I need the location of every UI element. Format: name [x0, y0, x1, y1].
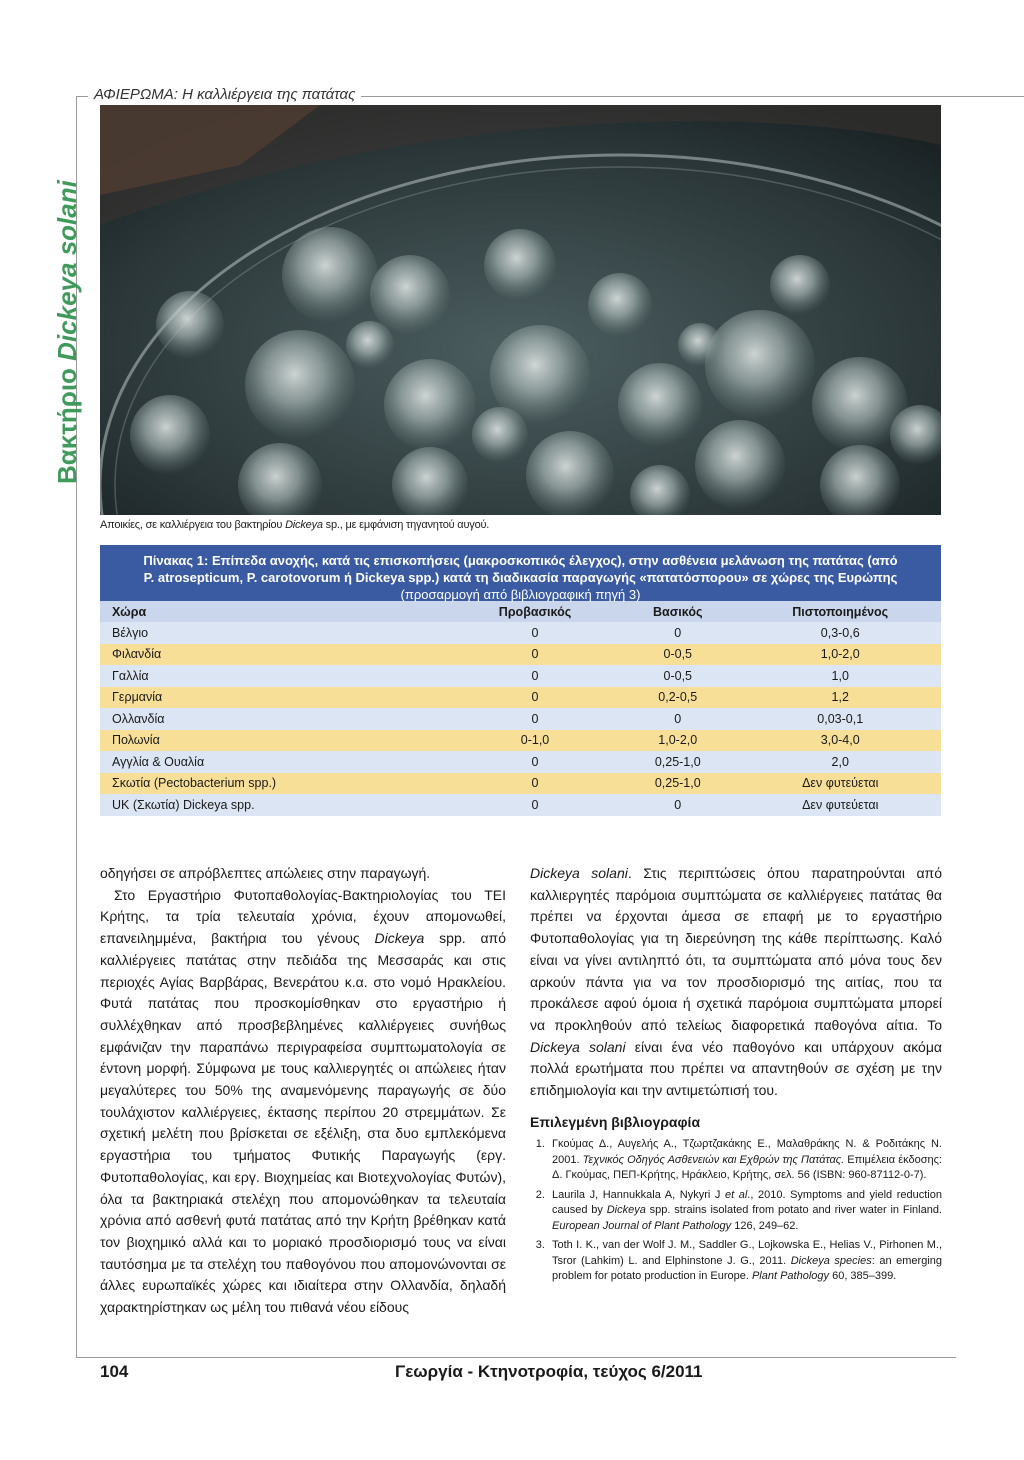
table-row [100, 622, 941, 644]
header-prebasic: Προβασικός [454, 601, 616, 622]
cell-country: Γαλλία [100, 665, 454, 687]
table-row [100, 687, 941, 709]
caption-genus: Dickeya [285, 519, 323, 531]
ref2-text-b: spp. strains isolated from potato and river water in Finland. [645, 1204, 942, 1217]
table-row [100, 751, 941, 773]
ref3-title-italic: Dickeya species [790, 1254, 872, 1267]
cell-prebasic: 0 [454, 644, 616, 666]
right-p1-text-a: . Στις περιπτώσεις όπου παρατηρούνται από καλλιεργητές παρόμοια συμπτώματα σε καλλιέργειες πατάτας θα πρέπει να έρχονται άμεσα σε επαφή με το εργαστήριο Φυτοπαθολογίας για τη διερεύνηση της κάθε περίπτωσης. Καλό είναι να γίνει αντιληπτό ότι, τα συμπτώματα από μόνα τους δεν αρκούν πάντα για να τον προσδιορισμό της αιτίας, που τα προκάλεσε αφού όμοια ή σχετικά παρόμοια συμπτώματα μπορεί να προκληθούν από τελείως διαφορετικά παθογόνα αίτια. Το [530, 865, 942, 1033]
cell-certified: 3,0-4,0 [739, 730, 941, 752]
cell-basic: 0,25-1,0 [616, 773, 739, 795]
ref2-etal: et al [724, 1188, 748, 1201]
ref2-journal: European Journal of Plant Pathology [552, 1219, 732, 1232]
right-p1-species: Dickeya solani [530, 865, 628, 881]
cell-prebasic: 0 [454, 687, 616, 709]
table-row [100, 794, 941, 816]
ref2-pages: 126, 249–62. [731, 1219, 799, 1232]
cell-prebasic: 0 [454, 622, 616, 644]
bacterial-colonies-image [100, 105, 941, 515]
table-title-line2: P. atrosepticum, P. carotovorum ή Dickeya spp.) κατά τη διαδικασία παραγωγής «πατατόσπορου» σε χώρες της Ευρώπης [143, 570, 898, 585]
reference-item-2 [548, 1188, 942, 1235]
cell-certified: Δεν φυτεύεται [739, 794, 941, 816]
table-row [100, 708, 941, 730]
bibliography-list [530, 1137, 942, 1285]
cell-basic: 0 [616, 794, 739, 816]
left-paragraph-2 [100, 885, 506, 1319]
left-paragraph-1: οδηγήσει σε απρόβλεπτες απώλειες στην παραγωγή. [100, 865, 431, 881]
ref3-journal: Plant Pathology [751, 1270, 830, 1283]
ref3-pages: 60, 385–399. [829, 1270, 897, 1283]
left-p2-genus: Dickeya [374, 930, 425, 947]
right-p1-text-b: είναι ένα νέο παθογόνο και υπάρχουν ακόμα πολλά ερωτήματα που πρέπει να απαντηθούν σε σχέση με την επιδημιολογία και την αντιμετώπισή του. [530, 1038, 942, 1099]
cell-certified: 0,3-0,6 [739, 622, 941, 644]
table-row [100, 773, 941, 795]
left-p2-text-b: spp. από καλλιέργειες πατάτας στην πεδιάδα της Μεσσαράς και στις περιοχές Αγίας Βαρβάρας, Βενεράτου κ.α. στο νομό Ηρακλείου. Φυτά πατάτας που προσκομίσθηκαν στο εργαστήριο ή συλλέχθηκαν από προσβεβλημένες καλλιέργειες συνήθως εμφάνιζαν την παραπάνω περιγραφείσα συμπτωματολογία σε έντονη μορφή. Σύμφωνα με τους καλλιεργητές οι απώλειες ήταν μεγαλύτερες του 50% της αναμενόμενης παραγωγής σε δύο τουλάχιστον καλλιέργειες, έκτασης περίπου 20 στρεμμάτων. Σε σχετική μελέτη που βρίσκεται σε εξέλιξη, στα δυο εμπλεκόμενα εργαστήρια του τμήματος Φυτικής Παραγωγής (εργ. Φυτοπαθολογίας, και εργ. Βιοχημείας και Βιοτεχνολογίας Φυτών), όλα τα βακτηριακά στελέχη που απομονώθηκαν τα τελευταία χρόνια από ασθενή φυτά πατάτας από την Κρήτη βρέθηκαν κατά τον βιοχημικό αλλά και το μοριακό προσδιορισμό τους να είναι ταυτόσημα με τα στελέχη του παθογόνου που απομονώνονται σε άλλες ευρωπαϊκές χώρες και ιδιαίτερα στην Ολλανδία, δηλαδή χαρακτηρίστηκαν ως μέλη του πιθανά νέου είδους [100, 930, 507, 1316]
cell-prebasic: 0 [454, 665, 616, 687]
ref1-details: Επιμέλεια έκδοσης: Δ. Γκούμας, ΠΕΠ-Κρήτης, Ηράκλειο, Κρήτης, σελ. 56 (ISBN: 960-87112-0-7). [552, 1153, 942, 1182]
bibliography-heading: Επιλεγμένη βιβλιογραφία [530, 1113, 701, 1130]
cell-basic: 0 [616, 622, 739, 644]
ref1-authors: Γκούμας Δ., Αυγελής Α., Τζωρτζακάκης Ε., Μαλαθράκης Ν. & Ροδιτάκης Ν. 2001. [552, 1138, 942, 1166]
reference-item-3 [548, 1238, 942, 1285]
cell-basic: 1,0-2,0 [616, 730, 739, 752]
ref2-genus: Dickeya [606, 1204, 646, 1217]
side-title-species: Dickeya solani [52, 180, 82, 361]
table-row [100, 730, 941, 752]
cell-certified: 1,2 [739, 687, 941, 709]
cell-country: Σκωτία (Pectobacterium spp.) [100, 773, 454, 795]
ref2-authors: Laurila J, Hannukkala A, Nykyri J [552, 1188, 725, 1201]
table-row [100, 665, 941, 687]
cell-prebasic: 0-1,0 [454, 730, 616, 752]
photo-caption [100, 519, 489, 531]
cell-certified: Δεν φυτεύεται [739, 773, 941, 795]
header-country: Χώρα [100, 601, 454, 622]
side-title [52, 180, 83, 484]
right-paragraph-1 [530, 863, 942, 1102]
table-title [100, 545, 941, 601]
caption-text: Αποικίες, σε καλλιέργεια του βακτηρίου [100, 519, 286, 531]
cell-certified: 1,0-2,0 [739, 644, 941, 666]
cell-prebasic: 0 [454, 794, 616, 816]
cell-country: Βέλγιο [100, 622, 454, 644]
right-column [530, 863, 942, 1289]
ref2-text-a: ., 2010. Symptoms and yield reduction caused by [552, 1188, 942, 1217]
cell-basic: 0 [616, 708, 739, 730]
page-number: 104 [100, 1362, 129, 1381]
cell-basic: 0-0,5 [616, 644, 739, 666]
cell-prebasic: 0 [454, 708, 616, 730]
cell-prebasic: 0 [454, 751, 616, 773]
cell-country: Αγγλία & Ουαλία [100, 751, 454, 773]
tolerance-table [100, 545, 941, 816]
petri-dish-photo [100, 105, 941, 515]
cell-country: UK (Σκωτία) Dickeya spp. [100, 794, 454, 816]
left-p2-text-a: Στο Εργαστήριο Φυτοπαθολογίας-Βακτηριολογίας του ΤΕΙ Κρήτης, τα τρία τελευταία χρόνια, έχουν απομονωθεί, επανειλημμένα, βακτήρια του γένους [100, 886, 506, 947]
table-title-source: (προσαρμογή από βιβλιογραφική πηγή 3) [400, 587, 641, 602]
cell-country: Φιλανδία [100, 644, 454, 666]
ref1-title: Τεχνικός Οδηγός Ασθενειών και Εχθρών της Πατάτας. [582, 1153, 845, 1166]
cell-country: Πολωνία [100, 730, 454, 752]
cell-country: Γερμανία [100, 687, 454, 709]
publication-title: Γεωργία - Κτηνοτροφία, τεύχος 6/2011 [395, 1362, 703, 1381]
cell-country: Ολλανδία [100, 708, 454, 730]
cell-basic: 0,25-1,0 [616, 751, 739, 773]
table-header-row [100, 601, 941, 622]
ref3-authors: Toth I. K., van der Wolf J. M., Saddler G., Lojkowska E., Helias V., Pirhonen M., Tsror (Lahkim) L. and Elphinstone J. G., 2011. [552, 1239, 942, 1267]
cell-certified: 0,03-0,1 [739, 708, 941, 730]
table-title-line1: Πίνακας 1: Επίπεδα ανοχής, κατά τις επισκοπήσεις (μακροσκοπικός έλεγχος), στην ασθένεια μελάνωση της πατάτας (από [143, 553, 898, 568]
section-header: ΑΦΙΕΡΩΜΑ: Η καλλιέργεια της πατάτας [88, 86, 361, 103]
header-certified: Πιστοποιημένος [739, 601, 941, 622]
cell-certified: 1,0 [739, 665, 941, 687]
ref3-title: : an emerging problem for potato production in Europe. [552, 1254, 943, 1283]
tolerance-data-table [100, 601, 941, 816]
cell-basic: 0-0,5 [616, 665, 739, 687]
table-row [100, 644, 941, 666]
footer-rule [76, 1357, 956, 1358]
cell-certified: 2,0 [739, 751, 941, 773]
right-p1-species-2: Dickeya solani [530, 1038, 626, 1055]
reference-item-1 [548, 1137, 942, 1184]
header-basic: Βασικός [616, 601, 739, 622]
side-title-part1: Βακτήριο [52, 360, 82, 484]
caption-text-end: sp., με εμφάνιση τηγανητού αυγού. [322, 519, 490, 531]
left-column [100, 863, 506, 1319]
cell-basic: 0,2-0,5 [616, 687, 739, 709]
cell-prebasic: 0 [454, 773, 616, 795]
